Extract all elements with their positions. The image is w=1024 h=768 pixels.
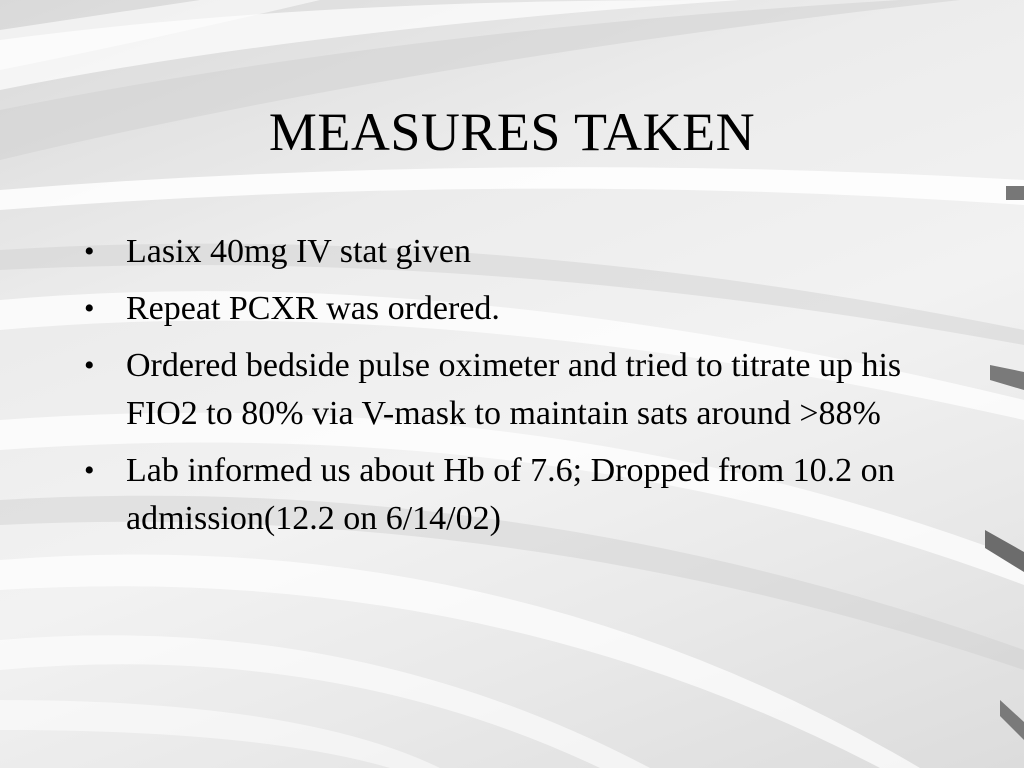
bullet-text: Lab informed us about Hb of 7.6; Dropped from 10.2 on admission(12.2 on 6/14/02) [126, 452, 895, 537]
edge-tick [1006, 186, 1024, 200]
bullet-icon: • [84, 349, 95, 382]
bullet-text: Ordered bedside pulse oximeter and tried to titrate up his FIO2 to 80% via V-mask to maintain sats around >88% [126, 347, 902, 432]
bullet-icon: • [84, 292, 95, 325]
list-item [84, 342, 944, 438]
list-item [84, 228, 944, 276]
bullet-text: Repeat PCXR was ordered. [126, 290, 500, 327]
bullet-list [84, 228, 944, 552]
bullet-icon: • [84, 235, 95, 268]
edge-tick [1000, 700, 1024, 740]
list-item [84, 285, 944, 333]
bullet-icon: • [84, 454, 95, 487]
slide-title: MEASURES TAKEN [268, 102, 756, 162]
bullet-text: Lasix 40mg IV stat given [126, 233, 471, 270]
list-item [84, 447, 944, 543]
edge-tick [990, 365, 1024, 390]
